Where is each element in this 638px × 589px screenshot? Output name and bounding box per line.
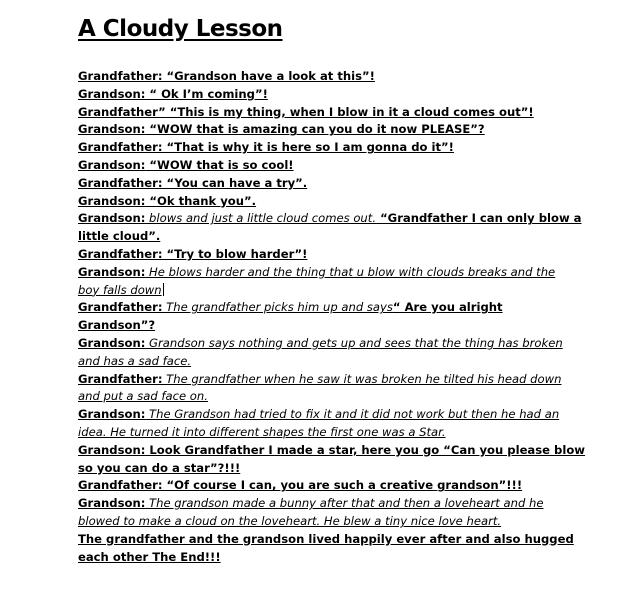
story-line	[78, 68, 583, 86]
dialogue-text: “WOW that is so cool!	[145, 157, 294, 172]
dialogue-text: “Of course I can, you are such a creative grandson”!!!	[162, 478, 523, 493]
story-line	[78, 264, 583, 282]
story-line	[78, 442, 586, 460]
dialogue-text: “This is my thing, when I blow in it a cloud comes out”!	[165, 104, 534, 119]
dialogue-text: “Try to blow harder”!	[162, 246, 308, 261]
dialogue-text: each other The End!!!	[78, 549, 221, 564]
story-line	[78, 193, 583, 211]
speaker-label: Grandson:	[78, 442, 146, 457]
story-line	[78, 406, 583, 424]
speaker-label: Grandson:	[78, 264, 146, 279]
dialogue-text: The grandfather and the grandson lived happily ever after and also hugged	[78, 531, 574, 546]
story-line	[78, 531, 583, 549]
dialogue-text: “You can have a try”.	[162, 175, 308, 190]
story-line	[78, 86, 583, 104]
story-line	[78, 353, 583, 371]
story-line	[78, 549, 583, 567]
story-line	[78, 175, 583, 193]
story-line	[78, 121, 583, 139]
speaker-label: Grandfather:	[78, 140, 163, 155]
speaker-label: Grandson:	[78, 335, 146, 350]
story-line	[78, 246, 583, 264]
story-line	[78, 477, 583, 495]
dialogue-text: little cloud”.	[78, 229, 161, 244]
narration-text: The grandson made a bunny after that and then a loveheart and he	[145, 496, 544, 511]
narration-text: blows and just a little cloud comes out.	[145, 211, 377, 226]
story-line	[78, 157, 583, 175]
story-line	[78, 388, 583, 406]
speaker-label: Grandson:	[78, 193, 146, 208]
story-text	[78, 68, 586, 566]
narration-text: boy falls down	[78, 282, 162, 297]
story-line	[78, 335, 583, 353]
text-cursor	[163, 283, 164, 296]
speaker-label: Grandfather:	[78, 371, 163, 386]
dialogue-text: Grandson”?	[78, 318, 156, 333]
document-title: A Cloudy Lesson	[78, 16, 283, 42]
speaker-label: Grandfather:	[78, 300, 163, 315]
story-line	[78, 282, 583, 300]
story-line	[78, 513, 583, 531]
dialogue-text: “That is why it is here so I am gonna do it”!	[162, 140, 454, 155]
speaker-label: Grandson:	[78, 157, 146, 172]
speaker-label: Grandson:	[78, 211, 146, 226]
narration-text: and has a sad face.	[78, 353, 192, 368]
story-line	[78, 139, 583, 157]
dialogue-text: “WOW that is amazing can you do it now PLEASE”?	[145, 122, 485, 137]
story-line	[78, 104, 583, 122]
dialogue-text: “Grandson have a look at this”!	[162, 69, 375, 83]
story-line	[78, 495, 583, 513]
dialogue-text: “ Are you alright	[392, 300, 503, 315]
speaker-label: Grandson:	[78, 407, 146, 422]
story-line	[78, 317, 583, 335]
speaker-label: Grandfather:	[78, 478, 163, 493]
dialogue-text: so you can do a star”?!!!	[78, 460, 241, 475]
speaker-label: Grandson:	[78, 86, 146, 101]
narration-text: Grandson says nothing and gets up and sees that the thing has broken	[145, 335, 563, 350]
speaker-label: Grandson:	[78, 122, 146, 137]
narration-text: He blows harder and the thing that u blow with clouds breaks and the	[145, 264, 556, 279]
dialogue-text: “ Ok I’m coming”!	[145, 86, 268, 101]
dialogue-text: Look Grandfather I made a star, here you go “Can you please blow	[145, 442, 586, 457]
dialogue-text: “Grandfather I can only blow a	[376, 211, 582, 226]
story-line	[78, 228, 583, 246]
narration-text: The grandfather picks him up and says	[162, 300, 393, 315]
narration-text: and put a sad face on.	[78, 389, 208, 404]
story-line	[78, 210, 583, 228]
speaker-label: Grandfather:	[78, 69, 163, 83]
narration-text: blowed to make a cloud on the loveheart. He blew a tiny nice love heart.	[78, 513, 502, 528]
story-line	[78, 424, 583, 442]
story-line	[78, 371, 583, 389]
speaker-label: Grandfather”	[78, 104, 166, 119]
narration-text: idea. He turned it into different shapes the first one was a Star.	[78, 424, 446, 439]
narration-text: The Grandson had tried to fix it and it did not work but then he had an	[145, 407, 560, 422]
story-line	[78, 460, 583, 478]
speaker-label: Grandson:	[78, 496, 146, 511]
speaker-label: Grandfather:	[78, 175, 163, 190]
speaker-label: Grandfather:	[78, 246, 163, 261]
story-line	[78, 299, 583, 317]
narration-text: The grandfather when he saw it was broken he tilted his head down	[162, 371, 562, 386]
dialogue-text: “Ok thank you”.	[145, 193, 257, 208]
